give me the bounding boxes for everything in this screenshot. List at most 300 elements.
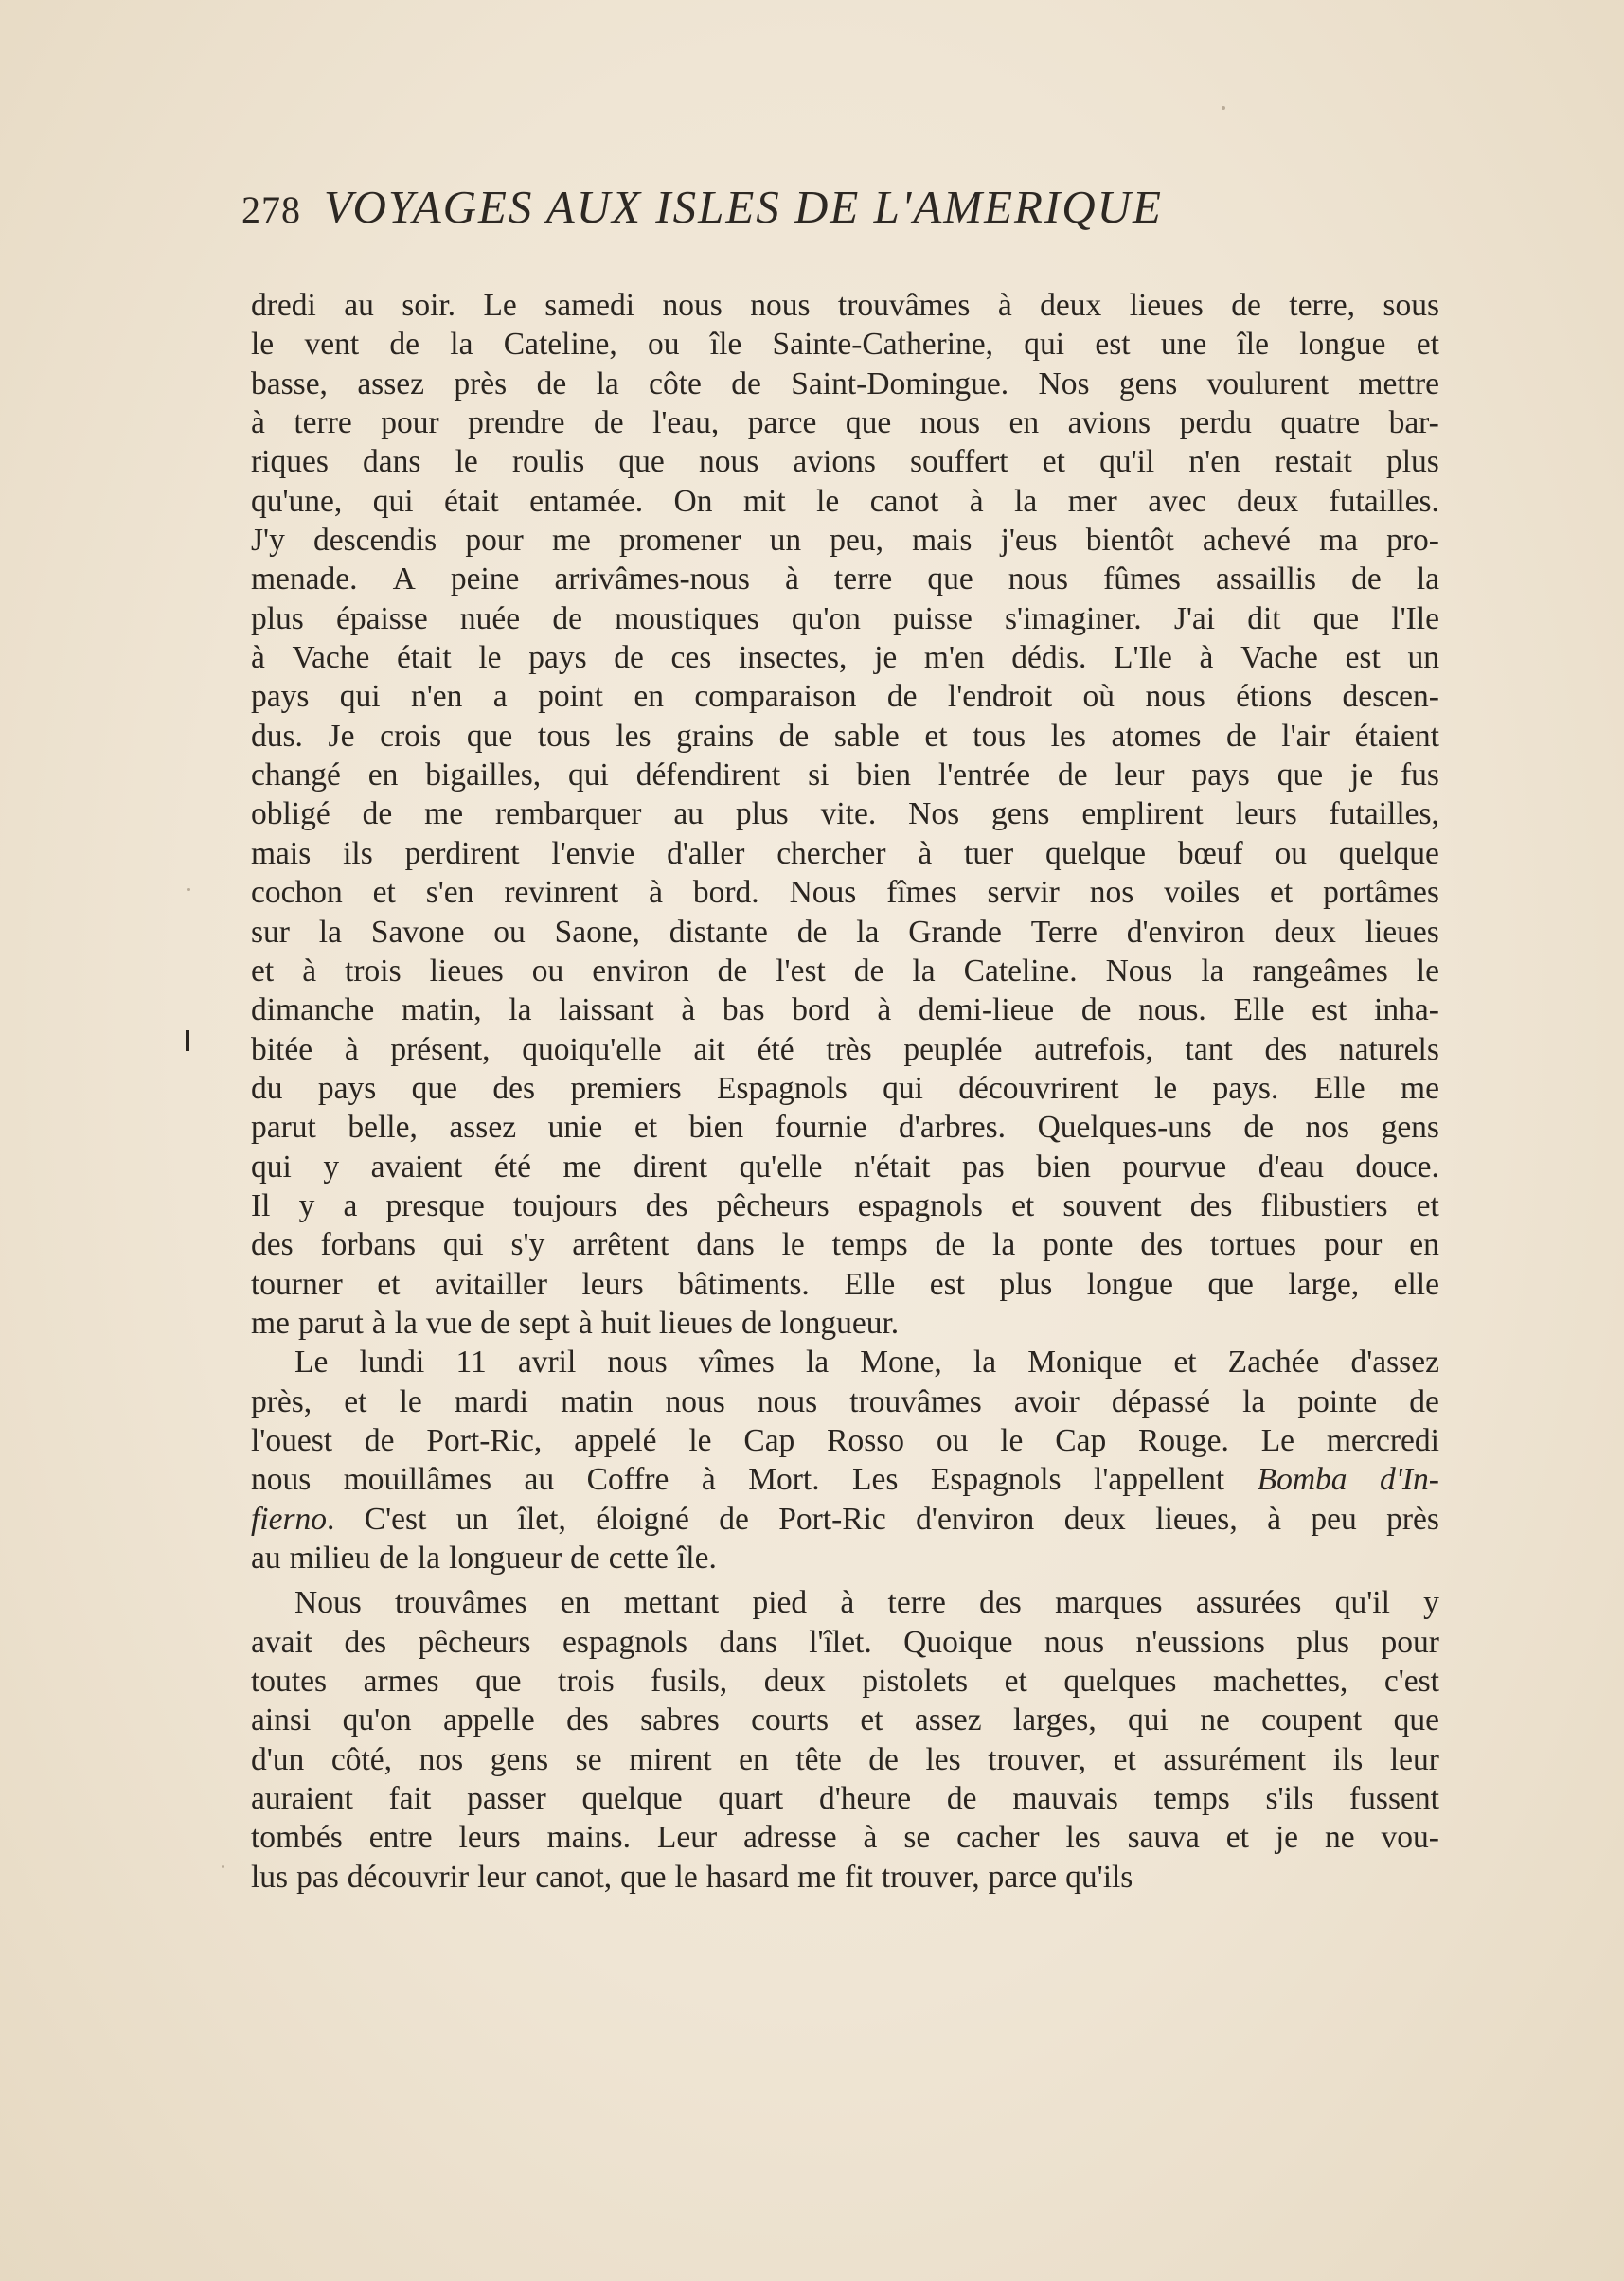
- word: Bomba: [1257, 1462, 1347, 1498]
- word: assurément: [1163, 1741, 1307, 1777]
- word: de: [552, 600, 582, 636]
- word: qui: [1024, 327, 1065, 363]
- word: qu'ils: [1065, 1859, 1133, 1895]
- word: longueur.: [779, 1305, 900, 1341]
- word: me: [562, 1149, 602, 1185]
- word: ponte: [1043, 1227, 1114, 1263]
- word: que: [466, 718, 513, 754]
- word: leurs: [581, 1266, 644, 1302]
- word: souffert: [910, 444, 1008, 480]
- word: en: [1008, 405, 1040, 441]
- word: fus: [1401, 757, 1439, 793]
- word: environ: [592, 953, 689, 989]
- word: dredi: [251, 288, 316, 323]
- word: quelque: [581, 1781, 683, 1817]
- word: trouver,: [881, 1859, 980, 1895]
- word: premiers: [570, 1070, 682, 1106]
- word: pointe: [1297, 1383, 1378, 1419]
- word: appelle: [443, 1702, 535, 1738]
- word: Rosso: [827, 1422, 905, 1458]
- word: canot,: [535, 1859, 613, 1895]
- word: hasard: [705, 1859, 790, 1895]
- word: deux: [763, 1664, 826, 1700]
- word: arrivâmes-nous: [554, 561, 750, 597]
- word: sous: [1383, 288, 1439, 323]
- word: île: [709, 327, 742, 363]
- word: je: [1349, 757, 1374, 793]
- word: l'entrée: [937, 757, 1031, 793]
- word: cochon: [251, 875, 343, 911]
- word: tuer: [964, 835, 1014, 871]
- word: à: [251, 405, 265, 441]
- word: de: [389, 327, 420, 363]
- word: Vache: [292, 640, 370, 676]
- text-line: [251, 1662, 1439, 1701]
- word: n'en: [1188, 444, 1240, 480]
- word: fûmes: [1103, 561, 1181, 597]
- word: cacher: [956, 1820, 1040, 1856]
- word: Cap: [1055, 1422, 1107, 1458]
- word: mettre: [1358, 365, 1439, 401]
- word: pro-: [1386, 523, 1439, 559]
- word: me: [797, 1859, 837, 1895]
- word: le: [1000, 1422, 1024, 1458]
- word: de: [614, 640, 644, 676]
- word: lieues: [658, 1305, 733, 1341]
- word: que: [620, 1859, 667, 1895]
- word: laissant: [559, 992, 654, 1028]
- word: se: [575, 1741, 602, 1777]
- word: fîmes: [886, 875, 957, 911]
- word: découvrir: [347, 1859, 470, 1895]
- word: de: [778, 718, 810, 754]
- text-line: [251, 1779, 1439, 1818]
- word: s'imaginer.: [1005, 600, 1142, 636]
- word: lieues: [429, 953, 504, 989]
- word: l'air: [1281, 718, 1330, 754]
- word: que: [1312, 600, 1360, 636]
- word: Les: [852, 1462, 899, 1498]
- word: longue: [1299, 327, 1386, 363]
- word: mauvais: [1012, 1781, 1118, 1817]
- word: entre: [368, 1820, 433, 1856]
- word: deux: [1063, 1501, 1126, 1537]
- text-line: [251, 1421, 1439, 1460]
- word: inha-: [1374, 992, 1439, 1028]
- word: avait: [251, 1624, 313, 1660]
- word: bord: [792, 992, 850, 1028]
- text-line: [251, 1108, 1439, 1147]
- word: tous: [973, 718, 1026, 754]
- word: plus: [251, 600, 304, 636]
- word: îlet,: [517, 1501, 566, 1537]
- word: des: [566, 1702, 609, 1738]
- word: île: [1237, 327, 1269, 363]
- word: l'îlet.: [809, 1624, 872, 1660]
- word: au: [344, 288, 374, 323]
- word: nuée: [459, 600, 521, 636]
- word: fusils,: [651, 1664, 728, 1700]
- word: de: [570, 1541, 600, 1576]
- word: l'eau,: [652, 405, 720, 441]
- word: la: [318, 914, 342, 950]
- word: de: [364, 1422, 395, 1458]
- word: dans: [363, 444, 421, 480]
- text-line: [251, 403, 1439, 442]
- word: quatre: [1280, 405, 1361, 441]
- word: terre: [294, 405, 352, 441]
- word: sur: [251, 914, 290, 950]
- word: Nos: [908, 796, 960, 832]
- word: fierno.: [251, 1501, 335, 1537]
- word: que: [927, 561, 973, 597]
- word: est: [929, 1266, 965, 1302]
- word: qui: [372, 483, 414, 519]
- word: de: [1057, 757, 1088, 793]
- word: matin,: [401, 992, 482, 1028]
- word: pêcheurs: [716, 1187, 830, 1223]
- word: Quelques-uns: [1037, 1110, 1212, 1146]
- word: été: [493, 1149, 531, 1185]
- word: à: [1199, 640, 1214, 676]
- word: à: [997, 288, 1012, 323]
- word: Espagnols: [717, 1070, 848, 1106]
- word: plus: [999, 1266, 1053, 1302]
- text-line: [251, 1500, 1439, 1539]
- word: je: [874, 640, 898, 676]
- word: d'arbres.: [899, 1110, 1007, 1146]
- word: un: [1407, 640, 1439, 676]
- word: tortues: [1209, 1227, 1297, 1263]
- paper-speck: [187, 888, 190, 891]
- word: Savone: [370, 914, 465, 950]
- word: assaillis: [1216, 561, 1317, 597]
- word: et: [1270, 875, 1294, 911]
- word: Nous: [1105, 953, 1173, 989]
- word: qui: [1128, 1702, 1169, 1738]
- word: que: [1276, 757, 1324, 793]
- word: tombés: [251, 1820, 343, 1856]
- word: le: [674, 1859, 698, 1895]
- word: la: [509, 992, 532, 1028]
- word: Port-Ric: [778, 1501, 886, 1537]
- word: ou: [531, 953, 564, 989]
- word: y: [298, 1187, 315, 1223]
- word: restait: [1274, 444, 1352, 480]
- word: et: [1416, 1187, 1439, 1223]
- text-line: [251, 1186, 1439, 1225]
- word: les: [1065, 1820, 1101, 1856]
- word: la: [992, 1227, 1016, 1263]
- word: c'est: [1383, 1664, 1439, 1700]
- word: pays: [528, 640, 587, 676]
- word: dans: [719, 1624, 777, 1660]
- word: mais: [912, 523, 973, 559]
- word: forbans: [320, 1227, 416, 1263]
- word: chercher: [776, 835, 886, 871]
- word: la: [973, 1345, 997, 1381]
- word: espagnols: [857, 1187, 983, 1223]
- word: descendis: [312, 523, 437, 559]
- word: près: [454, 365, 508, 401]
- text-line: [251, 756, 1439, 794]
- word: vîmes: [698, 1345, 775, 1381]
- word: entamée.: [529, 483, 644, 519]
- word: voulurent: [1206, 365, 1330, 401]
- paper-speck: [1222, 106, 1225, 110]
- word: pourvue: [1122, 1149, 1227, 1185]
- word: soir.: [402, 288, 456, 323]
- word: bas: [722, 992, 765, 1028]
- word: parce: [747, 405, 817, 441]
- word: insectes,: [738, 640, 848, 676]
- word: roulis: [511, 444, 585, 480]
- word: Le: [294, 1345, 329, 1381]
- word: dépassé: [1111, 1383, 1211, 1419]
- word: deux: [1040, 288, 1102, 323]
- word: côté,: [330, 1741, 393, 1777]
- word: bien: [856, 757, 912, 793]
- word: vue: [425, 1305, 473, 1341]
- word: Coffre: [586, 1462, 669, 1498]
- word: de: [379, 1541, 409, 1576]
- word: trouvâmes: [849, 1383, 982, 1419]
- word: Cateline.: [963, 953, 1078, 989]
- word: Nos: [1038, 365, 1090, 401]
- word: autrefois,: [1034, 1031, 1153, 1067]
- word: des: [1264, 1031, 1308, 1067]
- word: me: [1401, 1070, 1439, 1106]
- word: la: [856, 914, 880, 950]
- word: A: [392, 561, 416, 597]
- word: Port-Ric,: [426, 1422, 543, 1458]
- word: lieues,: [1155, 1501, 1238, 1537]
- text-line: [251, 1069, 1439, 1108]
- word: nous: [919, 405, 980, 441]
- word: au: [673, 796, 704, 832]
- word: deux: [1237, 483, 1299, 519]
- word: naturels: [1338, 1031, 1439, 1067]
- word: la: [1014, 483, 1038, 519]
- word: espagnols: [562, 1624, 688, 1660]
- word: le: [478, 640, 502, 676]
- word: de: [731, 365, 761, 401]
- word: le: [1416, 953, 1439, 989]
- word: des: [645, 1187, 688, 1223]
- word: nous: [1145, 679, 1205, 715]
- word: et: [1225, 1820, 1249, 1856]
- running-title: VOYAGES AUX ISLES DE L'AMERIQUE: [324, 181, 1163, 233]
- word: gens: [1381, 1110, 1439, 1146]
- word: n'eussions: [1135, 1624, 1265, 1660]
- word: nous: [1008, 561, 1069, 597]
- word: machettes,: [1212, 1664, 1348, 1700]
- word: ou: [648, 327, 680, 363]
- word: avions: [793, 444, 876, 480]
- word: Cap: [743, 1422, 795, 1458]
- word: l'envie: [551, 835, 635, 871]
- word: Monique: [1027, 1345, 1143, 1381]
- word: bientôt: [1085, 523, 1174, 559]
- word: lieues: [1365, 914, 1439, 950]
- word: atomes: [1111, 718, 1202, 754]
- word: plus: [735, 796, 789, 832]
- word: Rouge.: [1138, 1422, 1229, 1458]
- word: parut: [251, 1110, 316, 1146]
- word: larges,: [1012, 1702, 1097, 1738]
- word: trouvâmes: [395, 1585, 527, 1621]
- word: terre,: [1289, 288, 1355, 323]
- word: rembarquer: [495, 796, 642, 832]
- word: en: [367, 757, 399, 793]
- word: quart: [718, 1781, 784, 1817]
- word: plus: [1385, 444, 1439, 480]
- word: un: [769, 523, 802, 559]
- word: de: [1243, 1110, 1274, 1146]
- word: ne: [1200, 1702, 1230, 1738]
- word: et: [634, 1110, 658, 1146]
- word: nos: [1089, 875, 1134, 911]
- word: Espagnols: [930, 1462, 1062, 1498]
- word: sable: [833, 718, 900, 754]
- word: bien: [688, 1110, 744, 1146]
- text-line: [251, 442, 1439, 481]
- word: Quoique: [903, 1624, 1013, 1660]
- word: où: [1082, 679, 1115, 715]
- word: de: [868, 1741, 899, 1777]
- word: moustiques: [615, 600, 759, 636]
- word: à: [344, 1031, 359, 1067]
- word: Il: [251, 1187, 271, 1223]
- word: ils: [343, 835, 373, 871]
- word: de: [741, 1305, 772, 1341]
- word: de: [362, 796, 393, 832]
- word: leur: [1389, 1741, 1439, 1777]
- text-line: [251, 1382, 1439, 1421]
- word: la: [1201, 953, 1224, 989]
- word: courts: [751, 1702, 830, 1738]
- word: est: [1312, 992, 1347, 1028]
- word: mirent: [629, 1741, 712, 1777]
- word: qu'elle: [739, 1149, 823, 1185]
- word: la: [596, 365, 619, 401]
- word: et: [1416, 327, 1439, 363]
- word: trouvâmes: [837, 288, 971, 323]
- word: était: [444, 483, 499, 519]
- word: presque: [385, 1187, 485, 1223]
- word: l'endroit: [947, 679, 1053, 715]
- word: qu'il: [1099, 444, 1155, 480]
- word: en: [560, 1585, 591, 1621]
- word: flibustiers: [1260, 1187, 1388, 1223]
- word: qu'on: [791, 600, 861, 636]
- word: de: [1231, 288, 1261, 323]
- word: les: [925, 1741, 961, 1777]
- word: passer: [467, 1781, 546, 1817]
- word: qui: [883, 1070, 923, 1106]
- word: d'environ: [916, 1501, 1035, 1537]
- word: de: [796, 914, 828, 950]
- word: à: [251, 640, 265, 676]
- word: dans: [696, 1227, 755, 1263]
- word: la: [912, 953, 936, 989]
- word: futailles,: [1329, 796, 1439, 832]
- word: et: [1042, 444, 1065, 480]
- word: assurées: [1195, 1585, 1302, 1621]
- word: Elle: [1313, 1070, 1365, 1106]
- word: gens: [1118, 365, 1178, 401]
- word: au: [524, 1462, 555, 1498]
- word: Sainte-Catherine,: [772, 327, 994, 363]
- word: peine: [450, 561, 520, 597]
- word: dus.: [251, 718, 303, 754]
- word: en: [634, 679, 664, 715]
- word: dédis.: [1011, 640, 1087, 676]
- word: nous: [251, 1462, 312, 1498]
- word: Nous: [789, 875, 857, 911]
- word: pied: [752, 1585, 808, 1621]
- word: gens: [991, 796, 1050, 832]
- word: Le: [483, 288, 517, 323]
- word: d'aller: [667, 835, 745, 871]
- word: mercredi: [1326, 1422, 1439, 1458]
- word: pour: [1381, 1624, 1439, 1660]
- word: que: [1393, 1702, 1439, 1738]
- word: vou-: [1381, 1820, 1439, 1856]
- word: Mort.: [748, 1462, 820, 1498]
- word: Le: [1260, 1422, 1295, 1458]
- text-line: [251, 717, 1439, 756]
- text-line: [251, 599, 1439, 638]
- word: n'en: [411, 679, 463, 715]
- word: samedi: [544, 288, 635, 323]
- text-line: [251, 365, 1439, 403]
- word: nous: [607, 1345, 668, 1381]
- word: fussent: [1349, 1781, 1439, 1817]
- word: Mone,: [860, 1345, 942, 1381]
- word: pêcheurs: [418, 1624, 531, 1660]
- word: peu,: [830, 523, 883, 559]
- word: futailles.: [1329, 483, 1439, 519]
- word: pays.: [1212, 1070, 1279, 1106]
- word: bord.: [692, 875, 759, 911]
- word: quoiqu'elle: [522, 1031, 662, 1067]
- word: Saone,: [554, 914, 640, 950]
- word: était: [397, 640, 452, 676]
- word: de: [886, 679, 918, 715]
- text-line: [251, 1701, 1439, 1739]
- text-line: [251, 1539, 1439, 1577]
- word: et: [1113, 1741, 1136, 1777]
- word: découvrirent: [958, 1070, 1119, 1106]
- word: On: [673, 483, 713, 519]
- word: je: [1275, 1820, 1299, 1856]
- word: se: [903, 1820, 931, 1856]
- word: une: [1160, 327, 1207, 363]
- word: et: [1011, 1187, 1035, 1223]
- word: pas: [962, 1149, 1005, 1185]
- word: ne: [1324, 1820, 1355, 1856]
- word: toujours: [512, 1187, 617, 1223]
- word: la: [450, 327, 473, 363]
- text-line: [251, 677, 1439, 716]
- word: puisse: [893, 600, 973, 636]
- word: à: [840, 1585, 855, 1621]
- word: y: [1423, 1585, 1439, 1621]
- word: C'est: [364, 1501, 427, 1537]
- word: à: [877, 992, 892, 1028]
- word: la: [805, 1345, 830, 1381]
